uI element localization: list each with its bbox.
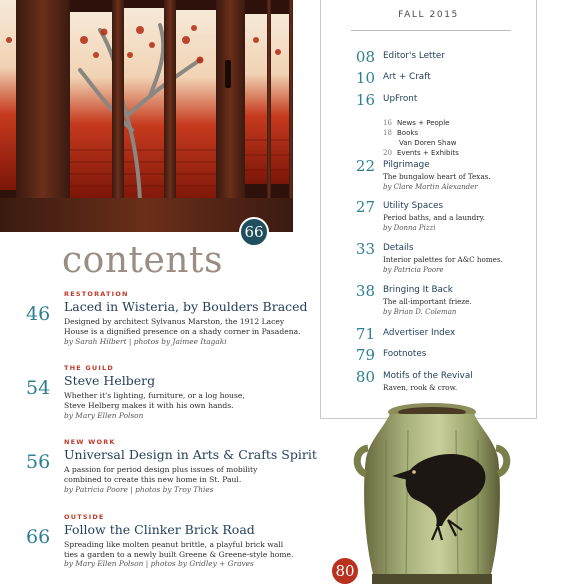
feature-description-line: Steve Helberg makes it with his own hands. [64, 401, 234, 410]
toc-page-number: 08 [355, 48, 375, 66]
toc-label[interactable]: Advertiser Index [383, 328, 456, 338]
toc-label[interactable]: Details [383, 243, 414, 253]
feature-description-line: A passion for period design plus issues of mobility [64, 465, 258, 474]
feature-description-line: combined to create this new home in St. Paul. [64, 475, 242, 484]
feature-page-number: 46 [26, 303, 51, 325]
toc-label[interactable]: UpFront [383, 94, 418, 104]
feature-description-line: ties a garden to a newly built Greene & Greene-style home. [64, 550, 294, 559]
feature-description [64, 317, 314, 337]
hero-photo-stained-glass-doors [0, 0, 293, 232]
toc-label[interactable]: Utility Spaces [383, 201, 444, 211]
feature-description [64, 465, 314, 485]
feature-description-line: House is a dignified presence on a shady corner in Pasadena. [64, 327, 301, 336]
toc-page-number: 71 [355, 325, 375, 343]
feature-byline: by Patricia Poore | photos by Troy Thies [64, 485, 214, 494]
toc-page-number: 22 [355, 157, 375, 175]
feature-description [64, 391, 314, 411]
feature-section-label: NEW WORK [64, 438, 116, 446]
toc-subitem-label[interactable]: News + People [397, 119, 450, 127]
toc-page-number: 10 [355, 69, 375, 87]
page-badge-vase: 80 [330, 556, 360, 584]
departments-toc-box [320, 0, 537, 419]
feature-title[interactable]: Universal Design in Arts & Crafts Spirit [64, 447, 317, 462]
toc-label[interactable]: Footnotes [383, 349, 427, 359]
toc-description: Period baths, and a laundry. [383, 213, 486, 222]
toc-subitem-label[interactable]: Events + Exhibits [397, 149, 459, 157]
toc-label[interactable]: Art + Craft [383, 72, 431, 82]
toc-description: The bungalow heart of Texas. [383, 172, 491, 181]
toc-page-number: 79 [355, 346, 375, 364]
toc-page-number: 27 [355, 198, 375, 216]
contents-title: contents [62, 240, 223, 281]
feature-description-line: Whether it's lighting, furniture, or a log house, [64, 391, 245, 400]
toc-subitem-events-exhibits[interactable] [383, 140, 459, 159]
toc-label[interactable]: Pilgrimage [383, 160, 430, 170]
raven-vase-photo [352, 400, 512, 584]
feature-byline: by Mary Ellen Polson [64, 411, 144, 420]
feature-description-line: Spreading like molten peanut brittle, a playful brick wall [64, 540, 284, 549]
feature-page-number: 54 [26, 377, 51, 399]
toc-byline: by Patricia Poore [383, 266, 444, 274]
toc-subitem-page: 20 [383, 149, 392, 157]
vase-illustration [352, 400, 512, 584]
toc-subitem-label[interactable]: Books [397, 129, 419, 137]
stained-glass-illustration [0, 0, 293, 232]
issue-season: FALL 2015 [398, 10, 459, 20]
feature-page-number: 56 [26, 451, 51, 473]
toc-description: Raven, rook & crow. [383, 383, 458, 392]
toc-page-number: 38 [355, 282, 375, 300]
feature-description-line: Designed by architect Sylvanus Marston, the 1912 Lacey [64, 317, 285, 326]
toc-label[interactable]: Bringing It Back [383, 285, 453, 295]
toc-description: The all-important frieze. [383, 297, 472, 306]
feature-section-label: OUTSIDE [64, 513, 105, 521]
page-badge-hero: 66 [239, 217, 269, 247]
toc-label[interactable]: Motifs of the Revival [383, 371, 473, 381]
toc-label[interactable]: Editor's Letter [383, 51, 445, 61]
toc-byline: by Donna Pizzi [383, 224, 436, 232]
toc-byline: by Clare Martin Alexander [383, 183, 478, 191]
toc-page-number: 16 [355, 91, 375, 109]
feature-section-label: RESTORATION [64, 290, 129, 298]
toc-subitem-label[interactable]: Van Doren Shaw [399, 139, 457, 147]
feature-section-label: THE GUILD [64, 364, 114, 372]
toc-page-number: 33 [355, 240, 375, 258]
feature-description [64, 540, 314, 560]
toc-description: Interior palettes for A&C homes. [383, 255, 503, 264]
toc-subitem-page: 16 [383, 119, 392, 127]
toc-byline: by Brian D. Coleman [383, 308, 457, 316]
toc-subitem-page: 18 [383, 129, 392, 137]
feature-title[interactable]: Laced in Wisteria, by Boulders Braced [64, 299, 308, 314]
feature-byline: by Mary Ellen Polson | photos by Gridley + Graves [64, 559, 254, 568]
feature-title[interactable]: Follow the Clinker Brick Road [64, 522, 255, 537]
toc-page-number: 80 [355, 368, 375, 386]
feature-page-number: 66 [26, 526, 51, 548]
feature-byline: by Sarah Hilbert | photos by Jaimee Itagaki [64, 337, 227, 346]
feature-title[interactable]: Steve Helberg [64, 373, 156, 388]
season-divider [351, 30, 511, 31]
